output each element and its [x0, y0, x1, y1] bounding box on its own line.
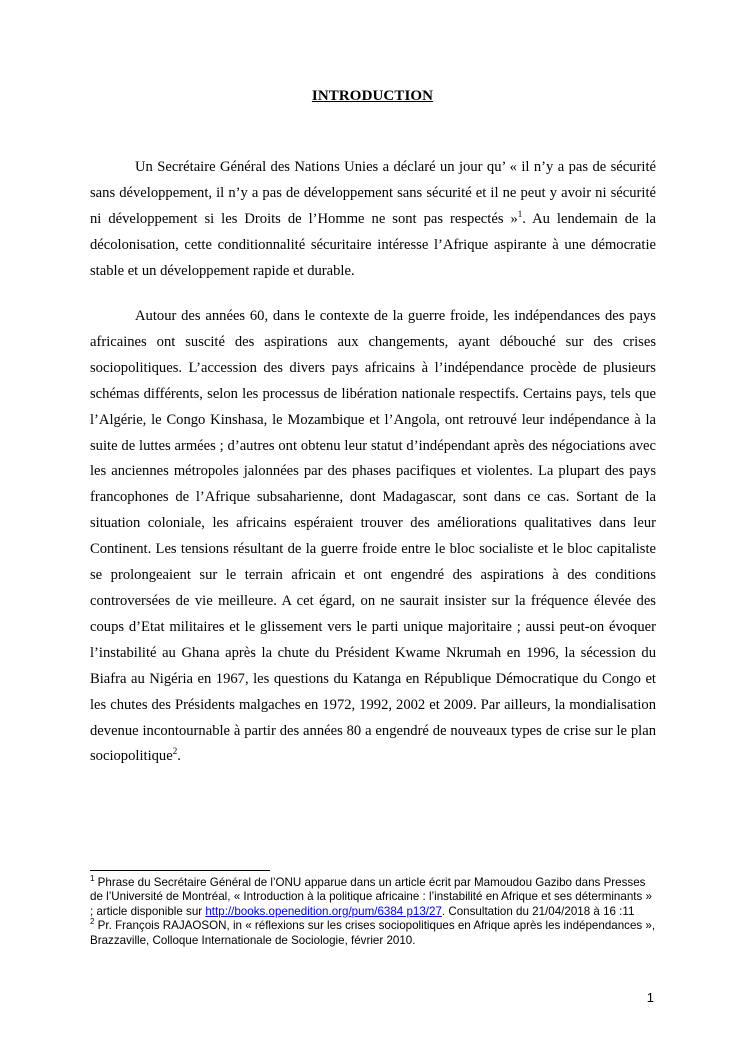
footnotes: [90, 876, 656, 948]
footnote-number: 2: [90, 917, 95, 927]
paragraph-text: [90, 304, 656, 770]
footnote-1-link[interactable]: http://books.openedition.org/pum/6384 p13/27: [205, 904, 442, 918]
paragraph-2-text: Autour des années 60, dans le contexte de la guerre froide, les indépendances des pays africaines ont suscité des aspirations aux changements, ayant débouché sur des crises sociopolitiques. L’accession des divers pays africains à l’indépendance procède de plusieurs schémas différents, selon les processus de libération nationale respectifs. Certains pays, tels que l’Algérie, le Congo Kinshasa, le Mozambique et l’Angola, ont retrouvé leur indépendance à la suite de luttes armées ; d’autres ont obtenu leur statut d’indépendant après des négociations avec les anciennes métropoles jalonnées par des phases pacifiques et violentes. La plupart des pays francophones de l’Afrique subsaharienne, dont Madagascar, sont dans ce cas. Sortant de la situation coloniale, les africains espéraient trouver des améliorations qualitatives dans leur Continent. Les tensions résultant de la guerre froide entre le bloc socialiste et le bloc capitaliste se prolongeaient sur le terrain africain et ont engendré des aspirations à des conditions controversées de vie meilleure. A cet égard, on ne saurait insister sur la fréquence élevée des coups d’Etat militaires et le glissement vers le parti unique majoritaire ; aussi peut-on évoquer l’instabilité au Ghana après la chute du Président Kwame Nkrumah en 1996, la sécession du Biafra au Nigéria en 1967, les questions du Katanga en République Démocratique du Congo et les chutes des Présidents malgaches en 1972, 1992, 2002 et 2009. Par ailleurs, la mondialisation devenue incontournable à partir des années 80 a engendré de nouveaux types de crise sur le plan sociopolitique: [90, 308, 656, 765]
page-number: 1: [646, 990, 654, 1005]
footnote-ref-2[interactable]: 2: [172, 746, 178, 757]
paragraph-1-text-end: . Au lendemain de la décolonisation, cette conditionnalité sécuritaire intéresse l’Afrique aspirante à une démocratie stable et un développement rapide et durable.: [90, 210, 656, 279]
footnote-2: [90, 919, 656, 948]
paragraph-text: [90, 155, 656, 285]
page-title: INTRODUCTION: [311, 88, 434, 104]
footnote-1-text-end: . Consultation du 21/04/2018 à 16 :11: [441, 904, 635, 918]
footnote-2-text: Pr. François RAJAOSON, in « réflexions sur les crises sociopolitiques en Afrique après les indépendances », Brazzaville, Colloque Internationale de Sociologie, février 2010.: [90, 919, 656, 947]
body-paragraph-2: [90, 304, 656, 770]
paragraph-1-text: Un Secrétaire Général des Nations Unies a déclaré un jour qu’ « il n’y a pas de sécurité sans développement, il n’y a pas de développement sans sécurité et il ne peut y avoir ni sécurité ni développement si les Droits de l’Homme ne sont pas respectés »: [90, 159, 656, 227]
body-paragraph-1: [90, 155, 656, 285]
footnote-ref-1[interactable]: 1: [517, 208, 523, 219]
footnote-number: 1: [90, 874, 95, 884]
footnote-separator: [90, 870, 270, 871]
footnote-1: [90, 876, 656, 919]
footnote-1-text: Phrase du Secrétaire Général de l’ONU apparue dans un article écrit par Mamoudou Gazibo dans Presses de l’Université de Montréal, « Introduction à la politique africaine : l’instabilité en Afrique et ses déterminants » ; article disponible sur: [90, 876, 652, 918]
paragraph-2-text-end: .: [177, 748, 181, 765]
